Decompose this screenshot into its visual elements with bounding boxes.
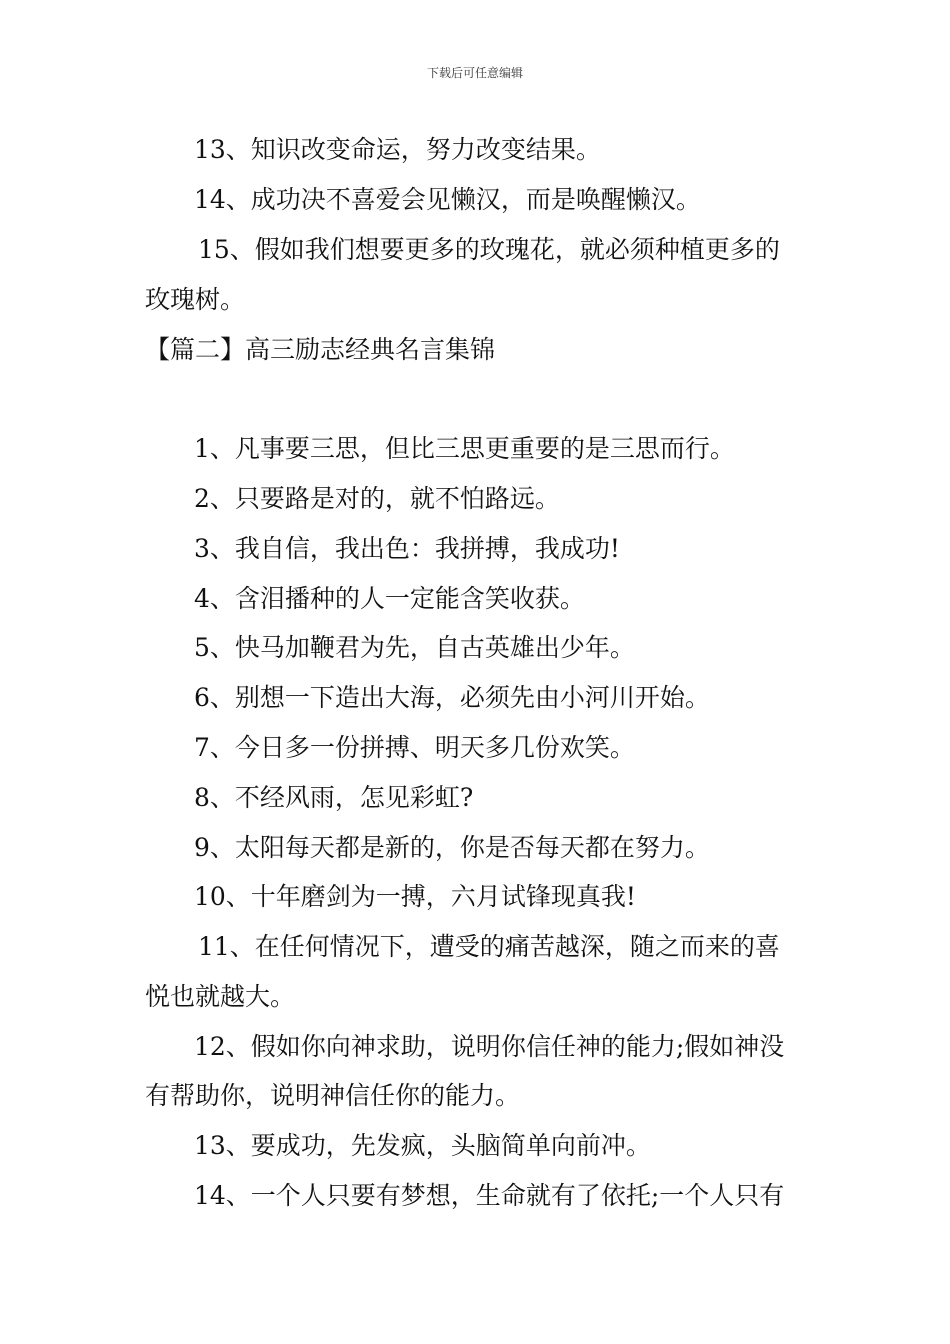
text-line: 6、别想一下造出大海，必须先由小河川开始。 <box>194 683 710 712</box>
text-line: 2、只要路是对的，就不怕路远。 <box>194 484 560 513</box>
text-line: 悦也就越大。 <box>145 982 296 1011</box>
text-line: 1、凡事要三思，但比三思更重要的是三思而行。 <box>194 434 735 463</box>
text-line: 5、快马加鞭君为先，自古英雄出少年。 <box>194 633 635 662</box>
text-line: 玫瑰树。 <box>145 285 246 314</box>
text-line: 15、假如我们想要更多的玫瑰花，就必须种植更多的 <box>198 235 780 264</box>
text-line: 8、不经风雨，怎见彩虹? <box>194 783 474 812</box>
text-line: 9、太阳每天都是新的，你是否每天都在努力。 <box>194 833 710 862</box>
text-line: 10、十年磨剑为一搏，六月试锋现真我! <box>194 882 636 911</box>
text-line: 13、要成功，先发疯，头脑简单向前冲。 <box>194 1131 651 1160</box>
text-line: 14、一个人只要有梦想，生命就有了依托;一个人只有 <box>194 1181 785 1210</box>
text-line: 3、我自信，我出色：我拼搏，我成功! <box>194 534 620 563</box>
text-line: 14、成功决不喜爱会见懒汉，而是唤醒懒汉。 <box>194 185 701 214</box>
page-header-note: 下载后可任意编辑 <box>426 66 523 80</box>
text-line: 7、今日多一份拼搏、明天多几份欢笑。 <box>194 733 635 762</box>
section-heading: 【篇二】高三励志经典名言集锦 <box>145 335 496 364</box>
text-line: 12、假如你向神求助，说明你信任神的能力;假如神没 <box>194 1032 785 1061</box>
text-line: 13、知识改变命运，努力改变结果。 <box>194 135 601 164</box>
text-line: 有帮助你，说明神信任你的能力。 <box>145 1081 521 1110</box>
text-line: 11、在任何情况下，遭受的痛苦越深，随之而来的喜 <box>198 932 780 961</box>
text-line: 4、含泪播种的人一定能含笑收获。 <box>194 584 585 613</box>
